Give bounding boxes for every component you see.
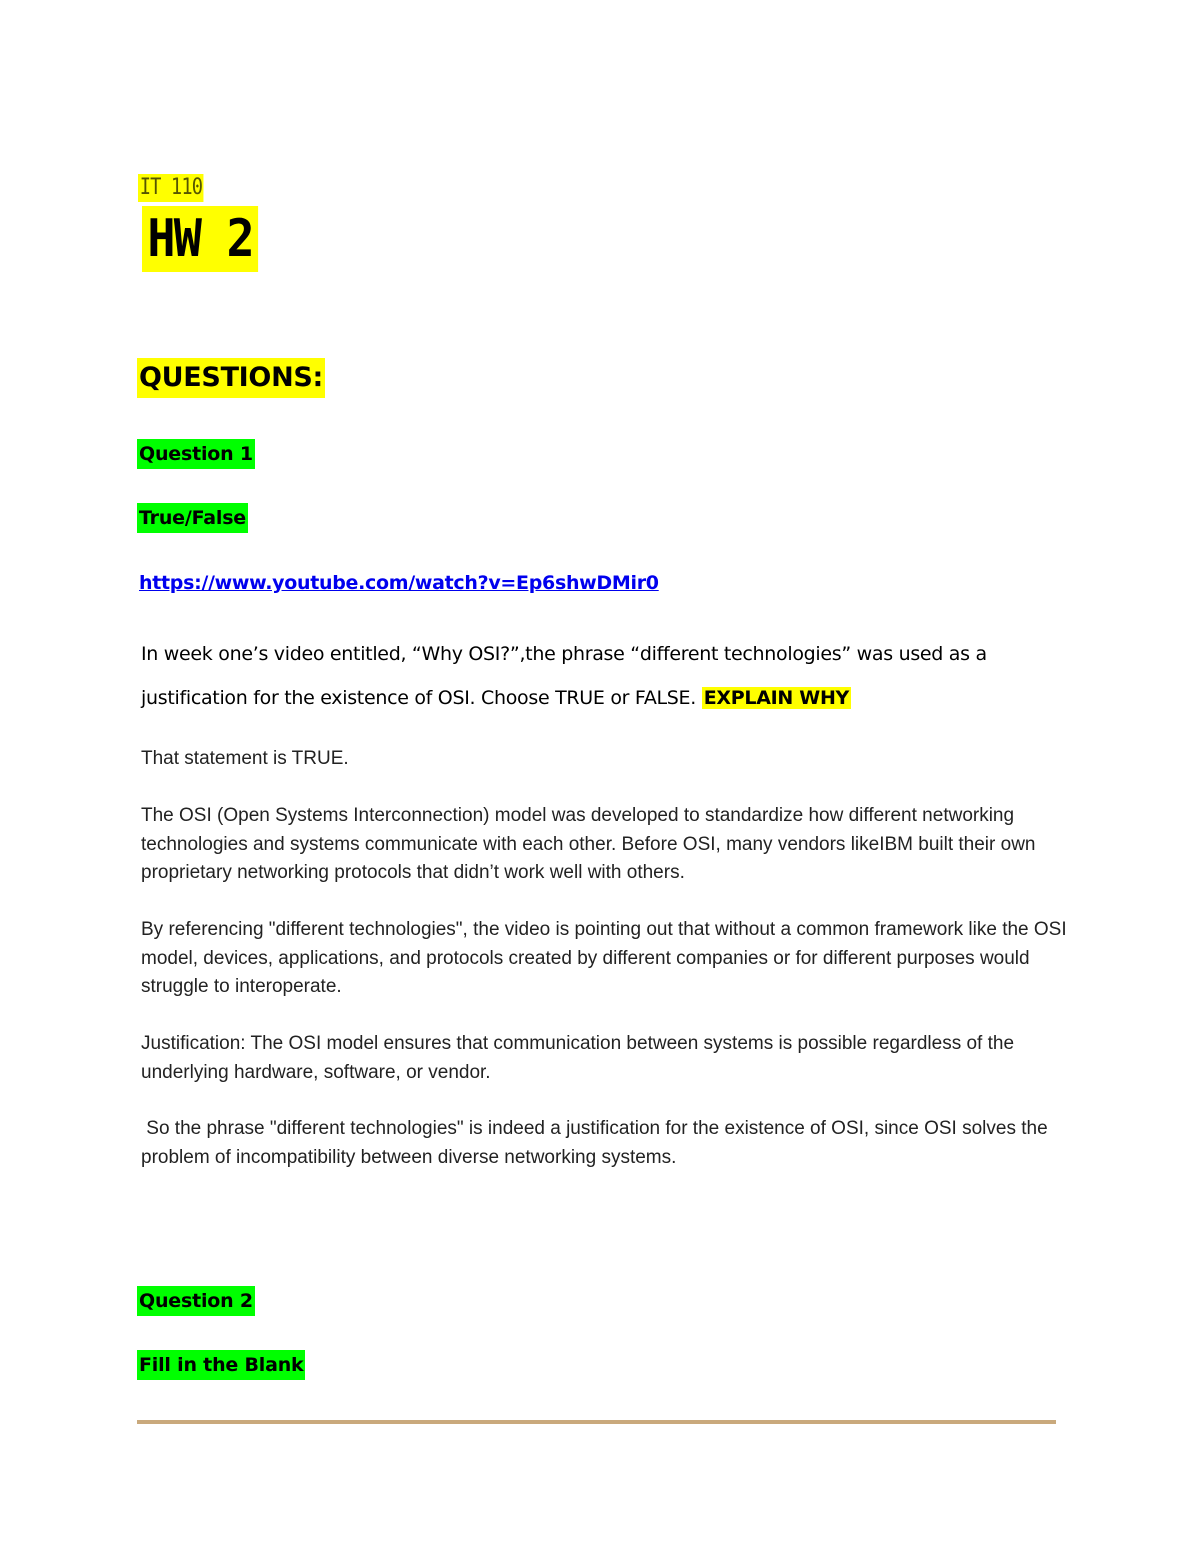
question-2-label: Question 2 (137, 1286, 255, 1316)
answer-paragraph: So the phrase "different technologies" is indeed a justification for the existence of OSI, since OSI solves the problem of incompatibility between diverse networking systems. (141, 1118, 1053, 1168)
explain-why-emphasis: EXPLAIN WHY (703, 687, 850, 709)
prompt-text: In week one’s video entitled, “Why OSI?”,the phrase “different technologies” was used as a justification for the existence of OSI. Choose TRUE or FALSE. (141, 643, 987, 709)
answer-paragraph: Justification: The OSI model ensures that communication between systems is possible regardless of the underlying hardware, software, or vendor. (141, 1033, 1015, 1083)
questions-heading: QUESTIONS: (137, 358, 325, 398)
answer-paragraph: That statement is TRUE. (141, 748, 349, 769)
question-1-prompt (141, 632, 1081, 720)
answer-paragraph: The OSI (Open Systems Interconnection) model was developed to standardize how different networking technologies and systems communicate with each other. Before OSI, many vendors likeIBM built their own proprietary networking protocols that didn’t work well with others. (141, 805, 1036, 883)
assignment-title: HW 2 (142, 206, 258, 272)
page-divider (137, 1420, 1056, 1424)
question-1-label: Question 1 (137, 439, 255, 469)
answer-paragraph: By referencing "different technologies", the video is pointing out that without a common framework like the OSI model, devices, applications, and protocols created by different companies or for different purposes would struggle to interoperate. (141, 919, 1067, 997)
video-link[interactable]: https://www.youtube.com/watch?v=Ep6shwDMir0 (139, 572, 659, 594)
question-2-type: Fill in the Blank (137, 1350, 305, 1380)
question-1-type: True/False (137, 503, 248, 533)
course-code: IT 110 (139, 175, 203, 200)
